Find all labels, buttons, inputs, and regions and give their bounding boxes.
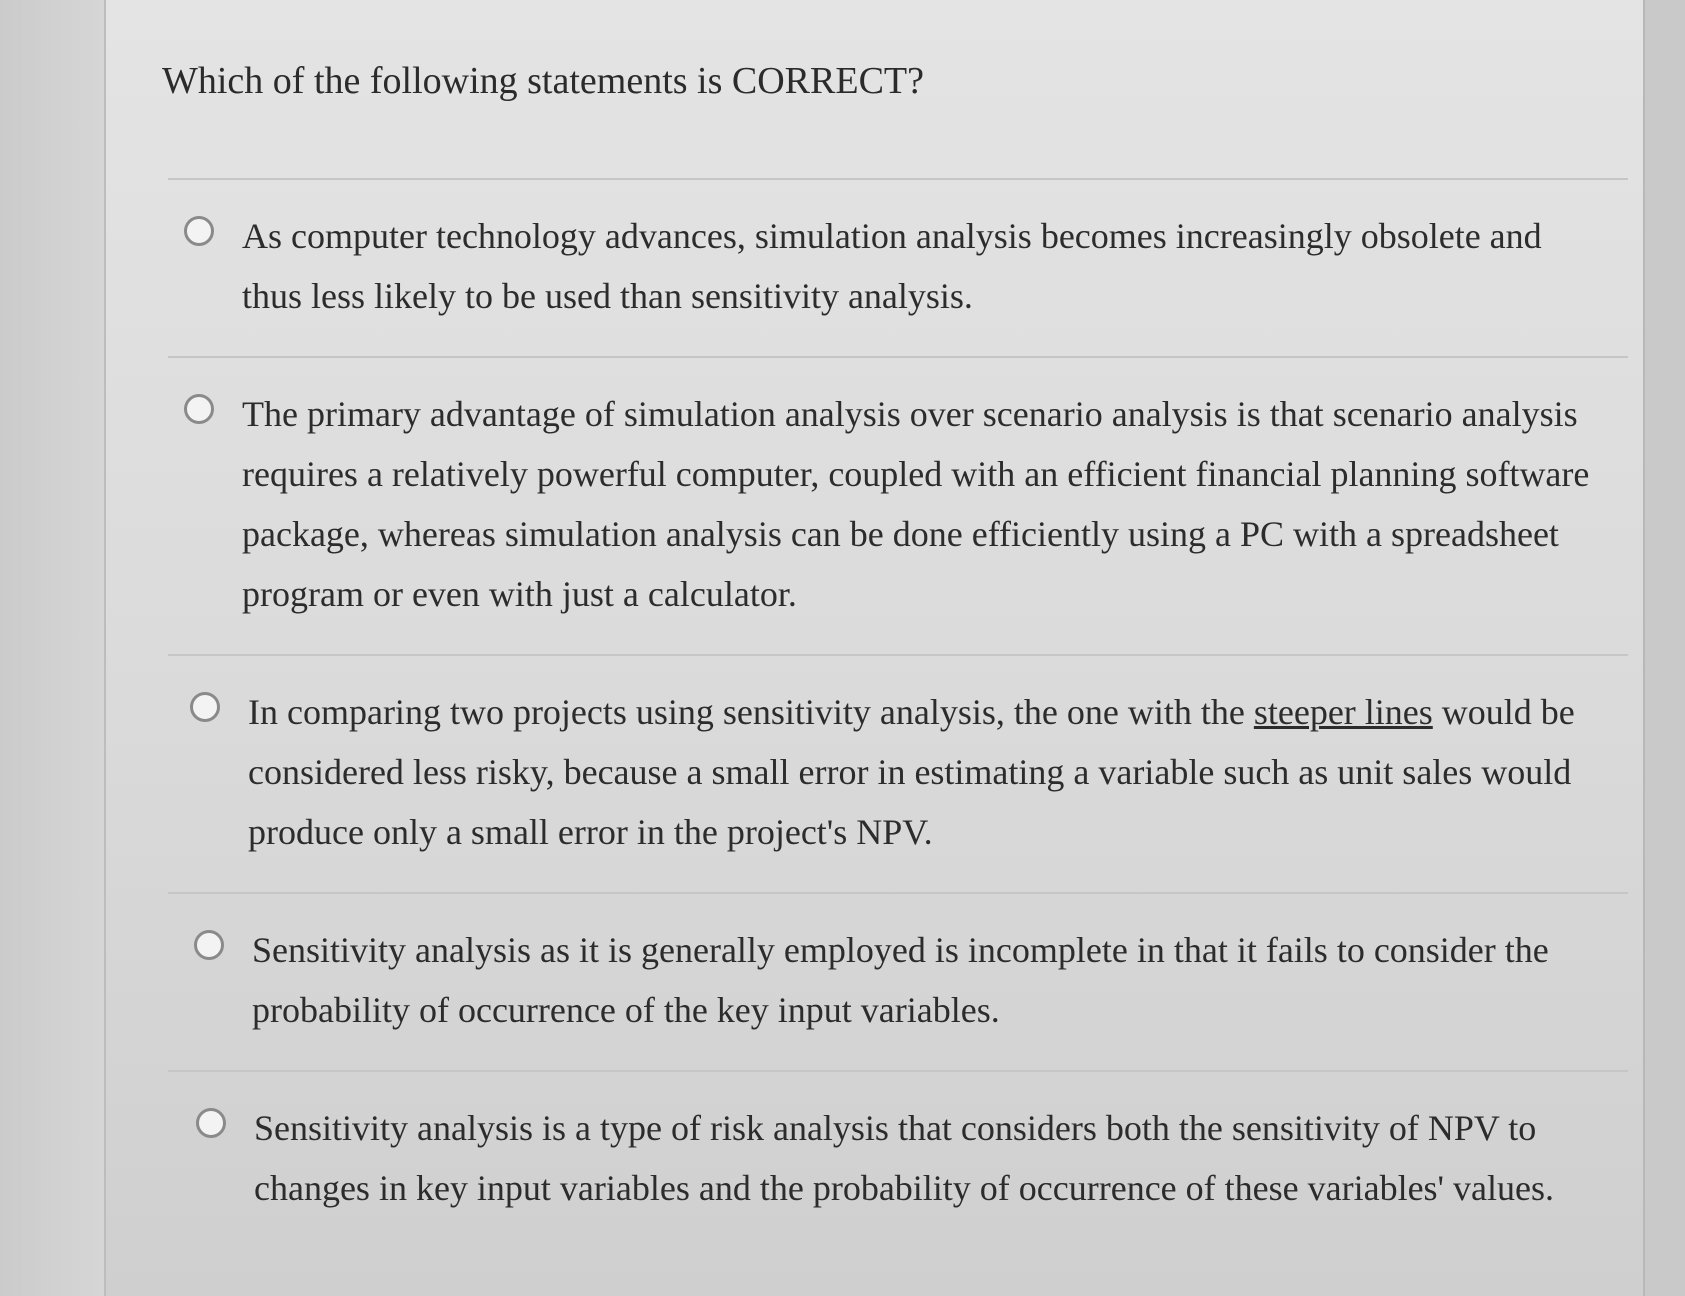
- answer-text-after: would be considered less risky, because a small error in estimating a variable such as unit sales would produce only a small error in the project's NPV.: [248, 692, 1575, 852]
- question-card: [106, 0, 1646, 1296]
- radio-button-icon[interactable]: [184, 216, 214, 246]
- radio-button-icon[interactable]: [190, 692, 220, 722]
- answer-text-before: In comparing two projects using sensitivity analysis, the one with the: [248, 692, 1254, 732]
- answer-option-5[interactable]: [168, 1070, 1628, 1248]
- question-text: Which of the following statements is CORRECT?: [162, 60, 925, 102]
- answer-option-4[interactable]: [168, 892, 1628, 1070]
- left-margin: [0, 0, 106, 1296]
- answer-option-label: As computer technology advances, simulation analysis becomes increasingly obsolete and thus less likely to be used than sensitivity analysis.: [242, 216, 1542, 316]
- radio-button-icon[interactable]: [196, 1108, 226, 1138]
- answer-option-1[interactable]: [168, 178, 1628, 356]
- answer-option-label: [242, 682, 1608, 862]
- answer-option-label: Sensitivity analysis is a type of risk analysis that considers both the sensitivity of NPV to changes in key input variables and the probability of occurrence of these variables' values.: [254, 1108, 1555, 1208]
- answer-option-2[interactable]: [168, 356, 1628, 654]
- underlined-phrase: steeper lines: [1253, 692, 1433, 732]
- answer-options: [168, 178, 1628, 1248]
- answer-option-label: The primary advantage of simulation analysis over scenario analysis is that scenario analysis requires a relatively powerful computer, coupled with an efficient financial planning software package, whereas simulation analysis can be done efficiently using a PC with a spreadsheet program or even with just a calculator.: [242, 394, 1590, 614]
- answer-option-3[interactable]: [168, 654, 1628, 892]
- radio-button-icon[interactable]: [184, 394, 214, 424]
- answer-option-label: Sensitivity analysis as it is generally employed is incomplete in that it fails to consider the probability of occurrence of the key input variables.: [252, 930, 1549, 1030]
- right-margin: [1643, 0, 1685, 1296]
- radio-button-icon[interactable]: [194, 930, 224, 960]
